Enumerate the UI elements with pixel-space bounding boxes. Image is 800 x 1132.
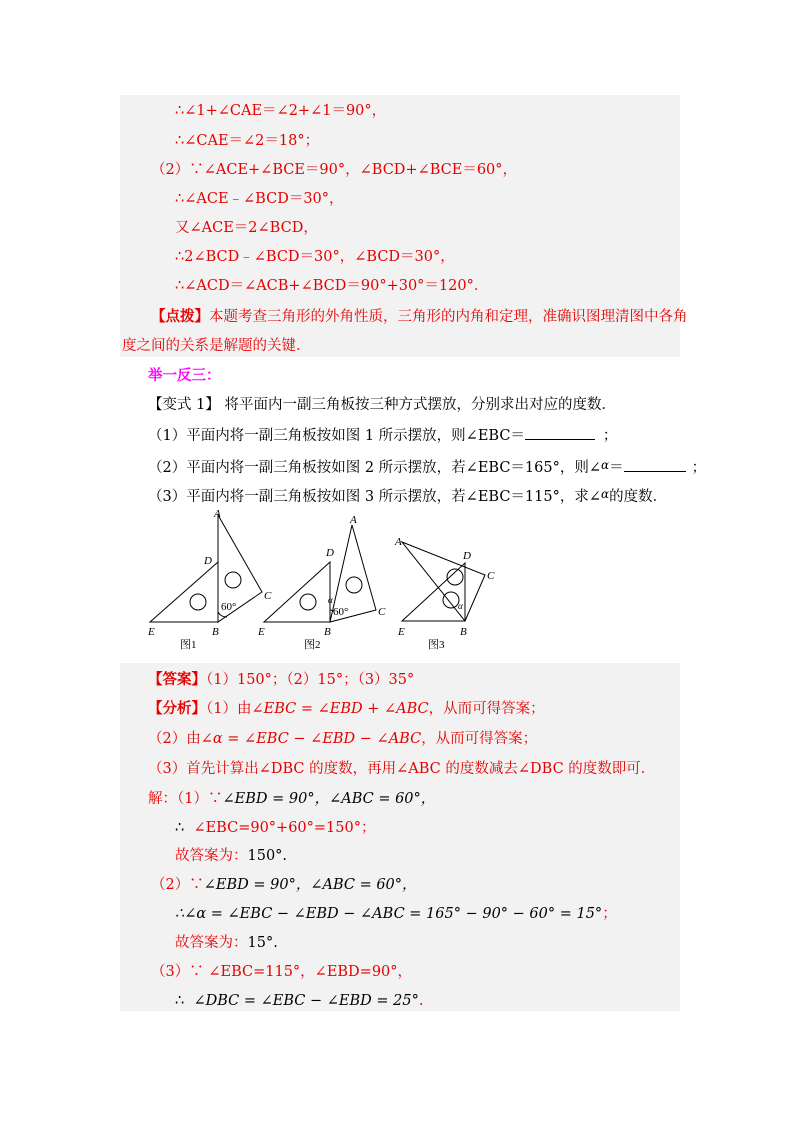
question-1-text: （1）平面内将一副三角板按如图 1 所示摆放，则∠EBC＝ xyxy=(148,428,525,444)
fig2-label-b: B xyxy=(324,626,331,638)
solution-5-end: ； xyxy=(602,906,617,922)
analysis-1-pre: （1）由 xyxy=(206,701,252,717)
analysis-line-1 xyxy=(148,699,545,719)
solution-8-therefore: ∴ xyxy=(175,993,185,1009)
answer-line xyxy=(148,670,414,690)
prev-solution-line-4: ∴∠ACE﹣∠BCD＝30°， xyxy=(175,191,344,207)
fig3-hole-2 xyxy=(443,592,459,608)
fig3-label-e: E xyxy=(398,626,405,638)
tip-text-1: 本题考查三角形的外角性质，三角形的内角和定理，准确识图理清图中各角 xyxy=(209,309,688,325)
fig2-label-a: A xyxy=(350,514,357,526)
fig3-label-d: D xyxy=(463,550,471,562)
solution-7-text: ∠EBC=115°，∠EBD=90°， xyxy=(203,964,413,980)
figure-1 xyxy=(150,515,262,622)
question-3-alpha: α xyxy=(601,487,610,501)
analysis-2-formula: ∠α = ∠EBC − ∠EBD − ∠ABC xyxy=(200,731,422,747)
fig2-hole-2 xyxy=(346,577,362,593)
figure-3 xyxy=(402,542,485,621)
solution-7-pre: （3）∵ xyxy=(151,964,204,980)
solution-line-6 xyxy=(175,933,278,953)
analysis-2-post: ，从而可得答案； xyxy=(421,731,538,747)
analysis-2-pre: （2）由 xyxy=(148,731,201,747)
tip-label: 【点拨】 xyxy=(151,308,209,325)
fig1-hole-1 xyxy=(190,594,206,610)
analysis-1-post: ，从而可得答案； xyxy=(428,701,545,717)
fig1-label-e: E xyxy=(148,626,155,638)
fig2-label-e: E xyxy=(258,626,265,638)
prev-solution-line-7: ∴∠ACD＝∠ACB+∠BCD＝90°+30°＝120°． xyxy=(175,278,489,294)
question-2-end: ； xyxy=(691,460,707,476)
solution-4-formula: ∠EBD = 90°，∠ABC = 60°， xyxy=(203,877,417,893)
solution-line-1 xyxy=(148,789,435,809)
tip-line-2: 度之间的关系是解题的关键． xyxy=(122,338,311,354)
analysis-label: 【分析】 xyxy=(148,700,206,717)
answer-blank-2 xyxy=(624,457,686,472)
fig3-label-a: A xyxy=(395,536,402,548)
fig1-angle-label: 60° xyxy=(221,601,237,613)
question-stem xyxy=(148,395,616,415)
fig2-label-d: D xyxy=(326,547,334,559)
question-3-text: （3）平面内将一副三角板按如图 3 所示摆放，若∠EBC＝115°，求∠ xyxy=(148,489,601,505)
question-label: 【变式 1】 xyxy=(148,397,220,413)
solution-2-text: ∠EBC=90°+60°=150°； xyxy=(193,820,376,836)
fig2-caption: 图2 xyxy=(304,639,321,651)
question-1-end: ； xyxy=(602,428,618,444)
solution-6-value: 15°. xyxy=(247,935,278,951)
answer-text: （1）150°；（2）15°；（3）35° xyxy=(206,672,415,688)
solution-line-7 xyxy=(151,962,412,982)
solution-8-formula: ∠DBC = ∠EBC − ∠EBD = 25° xyxy=(193,993,419,1009)
solution-1-formula: ∠EBD = 90°，∠ABC = 60°， xyxy=(222,791,436,807)
analysis-1-formula: ∠EBC = ∠EBD + ∠ABC xyxy=(251,701,429,717)
question-2 xyxy=(148,455,706,478)
fig2-triangle-ebd xyxy=(264,562,330,622)
fig3-alpha-label: α xyxy=(458,601,463,611)
question-2-mid: ＝ xyxy=(609,460,624,476)
question-1 xyxy=(148,425,617,446)
analysis-line-3: （3）首先计算出∠DBC 的度数，再用∠ABC 的度数减去∠DBC 的度数即可． xyxy=(148,761,656,777)
fig3-triangle-ebd xyxy=(402,563,465,621)
answer-blank-1 xyxy=(525,425,595,440)
figure-2 xyxy=(264,525,376,622)
fig2-hole-1 xyxy=(300,594,316,610)
prev-solution-line-5: 又∠ACE＝2∠BCD， xyxy=(175,220,318,236)
fig3-label-c: C xyxy=(487,570,495,582)
solution-2-therefore: ∴ xyxy=(175,820,185,836)
solution-line-5 xyxy=(175,904,617,924)
fig2-alpha-label: α xyxy=(328,595,333,605)
analysis-line-2 xyxy=(148,729,537,749)
solution-8-end: . xyxy=(418,993,424,1009)
fig2-label-c: C xyxy=(378,606,386,618)
solution-6-label: 故答案为： xyxy=(175,935,248,951)
answer-label: 【答案】 xyxy=(148,671,206,688)
fig1-caption: 图1 xyxy=(180,639,197,651)
solution-4-pre: （2）∵ xyxy=(151,877,204,893)
fig3-label-b: B xyxy=(460,626,467,638)
solution-line-2 xyxy=(175,818,375,838)
fig1-triangle-ebd xyxy=(150,562,218,622)
prev-solution-line-3: （2）∵∠ACE+∠BCE＝90°，∠BCD+∠BCE＝60°， xyxy=(151,162,518,178)
prev-solution-line-6: ∴2∠BCD﹣∠BCD＝30°，∠BCD＝30°， xyxy=(175,249,455,265)
solution-line-3 xyxy=(175,846,287,866)
solution-line-4 xyxy=(151,875,417,895)
question-3 xyxy=(148,484,667,507)
solution-line-8 xyxy=(175,991,423,1011)
prev-solution-line-2: ∴∠CAE＝∠2＝18°； xyxy=(175,133,320,149)
fig1-label-a: A xyxy=(214,508,221,520)
question-2-text: （2）平面内将一副三角板按如图 2 所示摆放，若∠EBC＝165°，则∠ xyxy=(148,460,601,476)
fig1-label-b: B xyxy=(212,626,219,638)
solution-1-pre: （1）∵ xyxy=(177,791,223,807)
tip-line-1 xyxy=(151,307,688,327)
question-stem-text: 将平面内一副三角板按三种方式摆放，分别求出对应的度数． xyxy=(219,397,616,413)
solution-3-label: 故答案为： xyxy=(175,848,248,864)
solution-label: 解： xyxy=(148,791,177,807)
fig2-angle-label: 60° xyxy=(333,606,349,618)
fig1-label-c: C xyxy=(264,590,272,602)
fig1-label-d: D xyxy=(204,555,212,567)
question-2-alpha: α xyxy=(601,458,610,472)
triangle-figures xyxy=(140,505,510,655)
prev-solution-line-1: ∴∠1+∠CAE＝∠2+∠1＝90°， xyxy=(175,103,387,119)
fig3-caption: 图3 xyxy=(428,639,445,651)
question-3-end: 的度数． xyxy=(609,489,668,505)
section-title: 举一反三： xyxy=(148,367,221,384)
solution-3-value: 150°. xyxy=(247,848,288,864)
solution-5-formula: ∴∠α = ∠EBC − ∠EBD − ∠ABC = 165° − 90° − 60° = 15° xyxy=(175,906,603,922)
fig1-hole-2 xyxy=(225,572,241,588)
